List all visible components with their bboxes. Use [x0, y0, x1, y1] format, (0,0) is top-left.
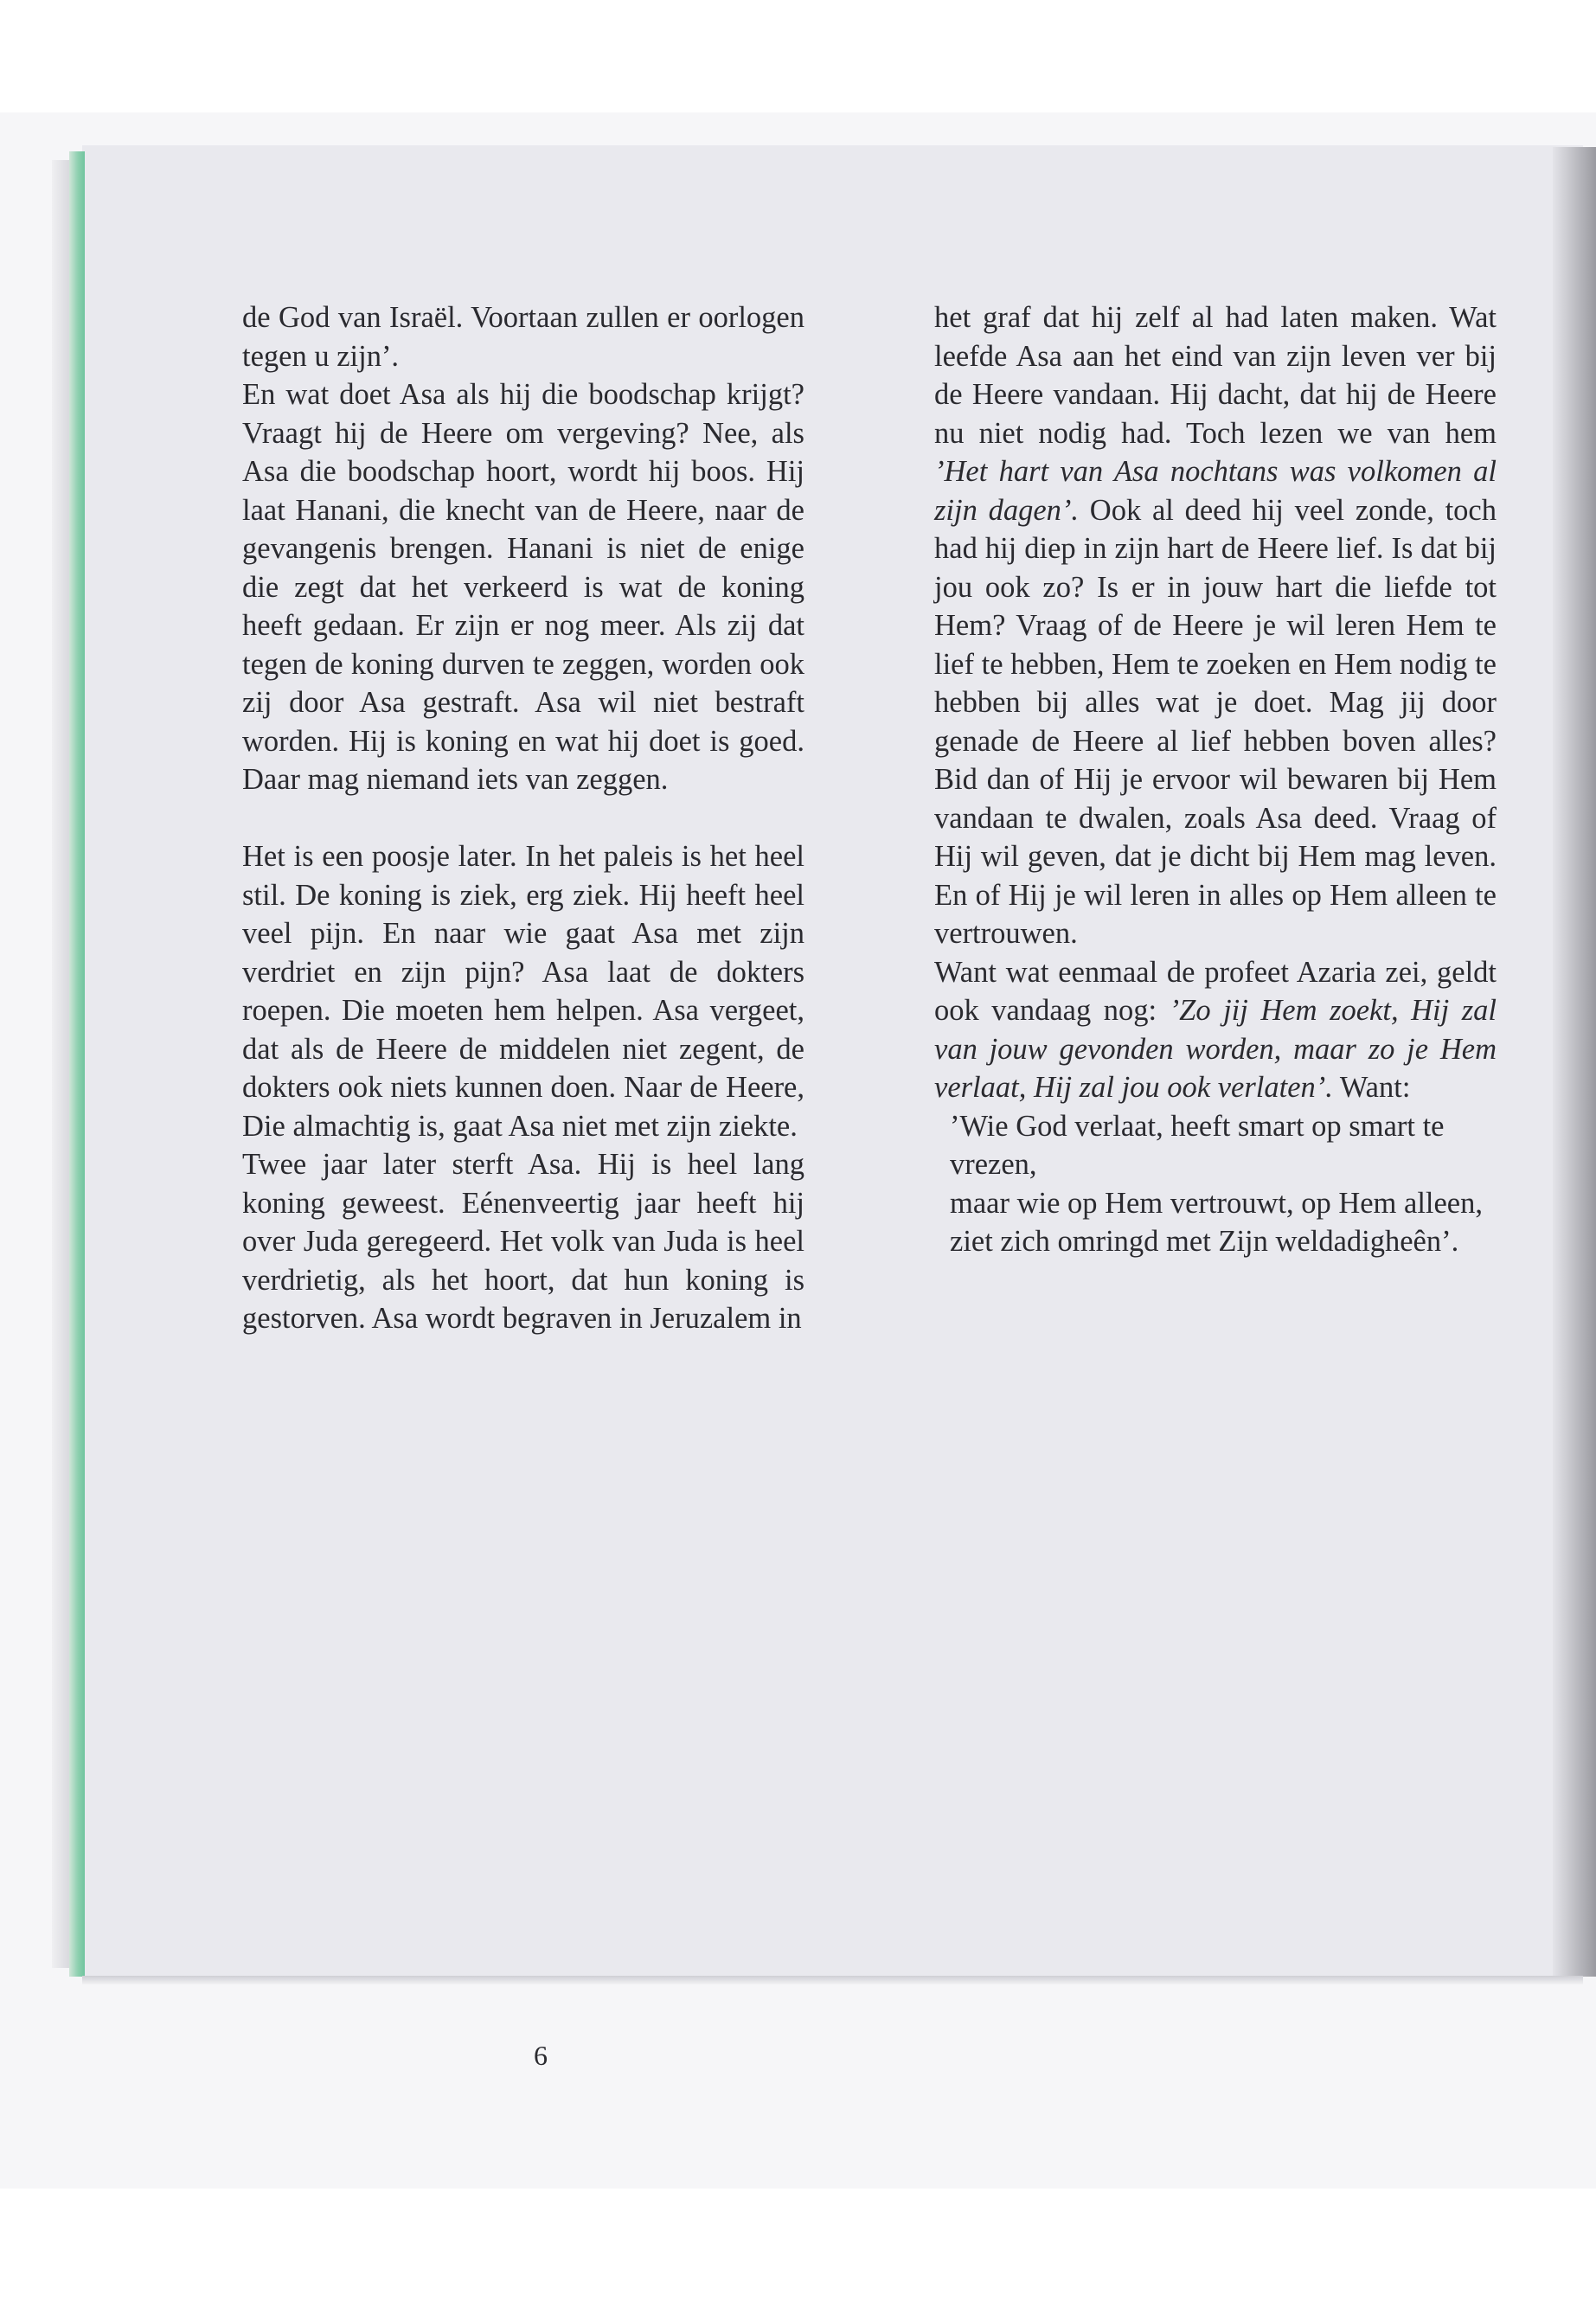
text-span: Want:	[1332, 1071, 1411, 1104]
paragraph: En wat doet Asa als hij die boodschap krijgt? Vraagt hij de Heere om vergeving? Nee, als Asa die boodschap hoort, wordt hij boos. Hij laat Hanani, die knecht van de Heere, naar de gevangenis brengen. Hanani is niet de enige die zegt dat het verkeerd is wat de koning heeft gedaan. Er zijn er nog meer. Als zij dat tegen de koning durven te zeggen, worden ook zij door Asa gestraft. Asa wil niet bestraft worden. Hij is koning en wat hij doet is goed. Daar mag niemand iets van zeggen.	[242, 378, 804, 796]
poem-line: ziet zich omringd met Zijn weldadigheên’.	[950, 1225, 1459, 1258]
bible-quote: ’Het hart van Asa nochtans was volkomen al zijn dagen’.	[934, 455, 1497, 527]
page-number: 6	[534, 2040, 548, 2071]
text-span: Ook al deed hij veel zonde, toch had hij diep in zijn hart de Heere lief. Is dat bij jou ook zo? Is er in jouw hart die liefde tot Hem? Vraag of de Heere je wil leren Hem te lief te hebben, Hem te zoeken en Hem nodig te hebben bij alles wat je doet. Mag jij door genade de Heere al lief hebben boven alles? Bid dan of Hij je ervoor wil bewaren bij Hem vandaan te dwalen, zoals Asa deed. Vraag of Hij wil geven, dat je dicht bij Hem mag leven. En of Hij je wil leren in alles op Hem alleen te vertrouwen.	[934, 493, 1497, 950]
left-text-column	[242, 298, 804, 1338]
text-span: Want wat eenmaal de profeet Azaria zei, geldt ook vandaag nog:	[934, 955, 1497, 1027]
paragraph: Twee jaar later sterft Asa. Hij is heel lang koning geweest. Eénenveertig jaar heeft hij over Juda geregeerd. Het volk van Juda is heel verdrietig, als het hoort, dat hun koning is gestorven. Asa wordt begraven in Jeruzalem in	[242, 1148, 804, 1335]
book-spine-edge	[69, 151, 85, 1977]
book-page-edges	[52, 160, 69, 1968]
bible-quote: ’Zo jij Hem zoekt, Hij zal van jouw gevonden worden, maar zo je Hem verlaat, Hij zal jou ook verlaten’.	[934, 994, 1497, 1104]
page-right-shadow	[1553, 147, 1596, 1977]
poem-line: maar wie op Hem vertrouwt, op Hem alleen,	[950, 1186, 1483, 1220]
right-text-column	[934, 298, 1497, 1261]
paragraph	[934, 953, 1497, 1107]
text-span: het graf dat hij zelf al had laten maken. Wat leefde Asa aan het eind van zijn leven ver bij de Heere vandaan. Hij dacht, dat hij de Heere nu niet nodig had. Toch lezen we van hem	[934, 301, 1497, 450]
paragraph: Het is een poosje later. In het paleis is het heel stil. De koning is ziek, erg ziek. Hij heeft heel veel pijn. En naar wie gaat Asa met zijn verdriet en zijn pijn? Asa laat de dokters roepen. Die moeten hem helpen. Asa vergeet, dat als de Heere de middelen niet zegent, de dokters ook niets kunnen doen. Naar de Heere, Die almachtig is, gaat Asa niet met zijn ziekte.	[242, 840, 804, 1143]
page-bottom-edge	[82, 1976, 1583, 1984]
paragraph: de God van Israël. Voortaan zullen er oorlogen tegen u zijn’.	[242, 301, 804, 373]
poem-line: ’Wie God verlaat, heeft smart op smart te vrezen,	[950, 1109, 1445, 1181]
paragraph	[934, 298, 1497, 953]
